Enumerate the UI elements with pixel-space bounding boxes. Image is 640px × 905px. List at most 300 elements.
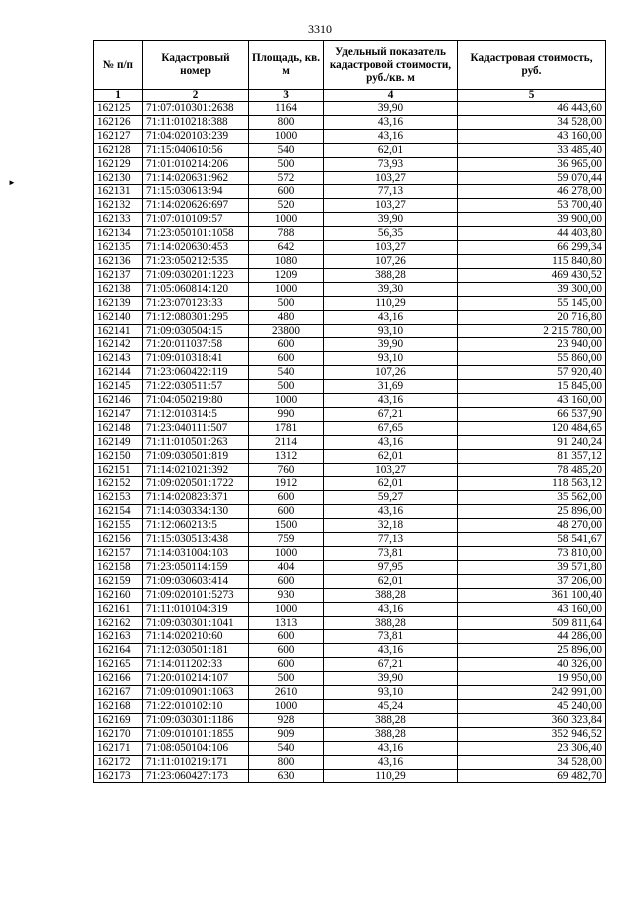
table-row — [94, 505, 606, 519]
unit-value: 110,29 — [324, 769, 458, 783]
area-value: 1000 — [249, 282, 324, 296]
area-value: 600 — [249, 630, 324, 644]
area-value: 600 — [249, 505, 324, 519]
table-row — [94, 143, 606, 157]
unit-value: 388,28 — [324, 588, 458, 602]
cadastral-number: 71:22:030511:57 — [143, 380, 249, 394]
unit-value: 43,16 — [324, 741, 458, 755]
unit-value: 39,90 — [324, 102, 458, 116]
cadastral-number: 71:11:010219:171 — [143, 755, 249, 769]
area-value: 1000 — [249, 602, 324, 616]
area-value: 642 — [249, 241, 324, 255]
cadastral-number: 71:15:040610:56 — [143, 143, 249, 157]
area-value: 600 — [249, 352, 324, 366]
header-index: № п/п — [94, 41, 143, 90]
table-row — [94, 658, 606, 672]
area-value: 800 — [249, 755, 324, 769]
cadastral-cost: 73 810,00 — [458, 547, 606, 561]
unit-value: 62,01 — [324, 477, 458, 491]
table-row — [94, 519, 606, 533]
cadastral-cost: 43 160,00 — [458, 129, 606, 143]
column-number: 2 — [143, 90, 249, 102]
cadastral-number: 71:14:020626:697 — [143, 199, 249, 213]
cadastral-number: 71:14:021021:392 — [143, 463, 249, 477]
cadastral-number: 71:08:050104:106 — [143, 741, 249, 755]
cadastral-number: 71:07:010301:2638 — [143, 102, 249, 116]
table-row — [94, 491, 606, 505]
table-row — [94, 171, 606, 185]
table-row — [94, 435, 606, 449]
area-value: 540 — [249, 366, 324, 380]
area-value: 909 — [249, 727, 324, 741]
cadastral-number: 71:12:030501:181 — [143, 644, 249, 658]
cadastral-cost: 69 482,70 — [458, 769, 606, 783]
cadastral-cost: 66 537,90 — [458, 407, 606, 421]
cadastral-number: 71:20:010214:107 — [143, 672, 249, 686]
unit-value: 39,30 — [324, 282, 458, 296]
cadastral-number: 71:14:020631:962 — [143, 171, 249, 185]
page-number: 3310 — [308, 22, 332, 36]
unit-value: 77,13 — [324, 185, 458, 199]
cadastral-number: 71:07:010109:57 — [143, 213, 249, 227]
row-index: 162154 — [94, 505, 143, 519]
row-index: 162143 — [94, 352, 143, 366]
cadastral-cost: 45 240,00 — [458, 699, 606, 713]
cadastral-number: 71:14:020823:371 — [143, 491, 249, 505]
unit-value: 62,01 — [324, 143, 458, 157]
table-row — [94, 755, 606, 769]
row-index: 162166 — [94, 672, 143, 686]
unit-value: 59,27 — [324, 491, 458, 505]
column-number: 4 — [324, 90, 458, 102]
cadastral-cost: 43 160,00 — [458, 602, 606, 616]
cadastral-number: 71:14:020210:60 — [143, 630, 249, 644]
table-row — [94, 574, 606, 588]
cadastral-cost: 2 215 780,00 — [458, 324, 606, 338]
cadastral-cost: 352 946,52 — [458, 727, 606, 741]
row-index: 162141 — [94, 324, 143, 338]
margin-arrow-icon: ► — [8, 178, 16, 187]
cadastral-cost: 37 206,00 — [458, 574, 606, 588]
row-index: 162150 — [94, 449, 143, 463]
row-index: 162125 — [94, 102, 143, 116]
row-index: 162169 — [94, 713, 143, 727]
row-index: 162157 — [94, 547, 143, 561]
unit-value: 56,35 — [324, 227, 458, 241]
cadastral-number: 71:23:050101:1058 — [143, 227, 249, 241]
cadastral-cost: 55 860,00 — [458, 352, 606, 366]
cadastral-cost: 55 145,00 — [458, 296, 606, 310]
area-value: 788 — [249, 227, 324, 241]
unit-value: 93,10 — [324, 324, 458, 338]
cadastral-cost: 23 306,40 — [458, 741, 606, 755]
cadastral-cost: 44 403,80 — [458, 227, 606, 241]
cadastral-number: 71:23:060422:119 — [143, 366, 249, 380]
unit-value: 103,27 — [324, 463, 458, 477]
unit-value: 43,16 — [324, 394, 458, 408]
header-cadastral-number: Кадастровый номер — [143, 41, 249, 90]
row-index: 162129 — [94, 157, 143, 171]
row-index: 162160 — [94, 588, 143, 602]
area-value: 600 — [249, 491, 324, 505]
cadastral-number: 71:23:060427:173 — [143, 769, 249, 783]
cadastral-cost: 40 326,00 — [458, 658, 606, 672]
area-value: 1000 — [249, 213, 324, 227]
table-row — [94, 421, 606, 435]
unit-value: 97,95 — [324, 560, 458, 574]
row-index: 162167 — [94, 686, 143, 700]
unit-value: 45,24 — [324, 699, 458, 713]
row-index: 162131 — [94, 185, 143, 199]
row-index: 162136 — [94, 254, 143, 268]
table-row — [94, 602, 606, 616]
cadastral-cost: 469 430,52 — [458, 268, 606, 282]
unit-value: 62,01 — [324, 574, 458, 588]
table-row — [94, 102, 606, 116]
table-row — [94, 115, 606, 129]
table-row — [94, 477, 606, 491]
area-value: 760 — [249, 463, 324, 477]
cadastral-cost: 57 920,40 — [458, 366, 606, 380]
cadastral-number: 71:23:050212:535 — [143, 254, 249, 268]
cadastral-number: 71:09:030603:414 — [143, 574, 249, 588]
table-row — [94, 338, 606, 352]
area-value: 1000 — [249, 129, 324, 143]
table-row — [94, 686, 606, 700]
area-value: 1164 — [249, 102, 324, 116]
header-unit-value: Удельный показатель кадастровой стоимости, руб./кв. м — [324, 41, 458, 90]
cadastral-cost: 25 896,00 — [458, 505, 606, 519]
unit-value: 73,93 — [324, 157, 458, 171]
row-index: 162151 — [94, 463, 143, 477]
row-index: 162138 — [94, 282, 143, 296]
row-index: 162130 — [94, 171, 143, 185]
table-body — [94, 102, 606, 783]
table-row — [94, 254, 606, 268]
area-value: 2610 — [249, 686, 324, 700]
column-number: 3 — [249, 90, 324, 102]
area-value: 500 — [249, 672, 324, 686]
table-row — [94, 157, 606, 171]
row-index: 162134 — [94, 227, 143, 241]
cadastral-table — [93, 40, 606, 783]
area-value: 480 — [249, 310, 324, 324]
area-value: 500 — [249, 157, 324, 171]
unit-value: 77,13 — [324, 533, 458, 547]
cadastral-cost: 35 562,00 — [458, 491, 606, 505]
cadastral-number: 71:14:030334:130 — [143, 505, 249, 519]
unit-value: 93,10 — [324, 352, 458, 366]
unit-value: 67,21 — [324, 407, 458, 421]
area-value: 600 — [249, 574, 324, 588]
unit-value: 39,90 — [324, 338, 458, 352]
table-row — [94, 394, 606, 408]
cadastral-cost: 59 070,44 — [458, 171, 606, 185]
table-row — [94, 449, 606, 463]
table-row — [94, 129, 606, 143]
cadastral-number: 71:09:010901:1063 — [143, 686, 249, 700]
area-value: 1312 — [249, 449, 324, 463]
unit-value: 73,81 — [324, 630, 458, 644]
row-index: 162128 — [94, 143, 143, 157]
unit-value: 43,16 — [324, 505, 458, 519]
row-index: 162132 — [94, 199, 143, 213]
cadastral-number: 71:12:010314:5 — [143, 407, 249, 421]
row-index: 162135 — [94, 241, 143, 255]
row-index: 162148 — [94, 421, 143, 435]
area-value: 404 — [249, 560, 324, 574]
cadastral-cost: 78 485,20 — [458, 463, 606, 477]
row-index: 162159 — [94, 574, 143, 588]
row-index: 162168 — [94, 699, 143, 713]
unit-value: 43,16 — [324, 129, 458, 143]
cadastral-number: 71:15:030513:438 — [143, 533, 249, 547]
cadastral-cost: 46 443,60 — [458, 102, 606, 116]
row-index: 162153 — [94, 491, 143, 505]
cadastral-number: 71:09:020501:1722 — [143, 477, 249, 491]
row-index: 162137 — [94, 268, 143, 282]
area-value: 800 — [249, 115, 324, 129]
area-value: 23800 — [249, 324, 324, 338]
table-row — [94, 366, 606, 380]
cadastral-cost: 81 357,12 — [458, 449, 606, 463]
unit-value: 39,90 — [324, 672, 458, 686]
row-index: 162163 — [94, 630, 143, 644]
cadastral-cost: 361 100,40 — [458, 588, 606, 602]
cadastral-cost: 33 485,40 — [458, 143, 606, 157]
unit-value: 388,28 — [324, 713, 458, 727]
cadastral-cost: 46 278,00 — [458, 185, 606, 199]
row-index: 162144 — [94, 366, 143, 380]
cadastral-cost: 58 541,67 — [458, 533, 606, 547]
header-row — [94, 41, 606, 90]
table-row — [94, 699, 606, 713]
row-index: 162145 — [94, 380, 143, 394]
header-area: Площадь, кв. м — [249, 41, 324, 90]
cadastral-number: 71:12:080301:295 — [143, 310, 249, 324]
table-row — [94, 296, 606, 310]
cadastral-number: 71:14:020630:453 — [143, 241, 249, 255]
cadastral-number: 71:09:030501:819 — [143, 449, 249, 463]
cadastral-number: 71:09:030504:15 — [143, 324, 249, 338]
cadastral-cost: 48 270,00 — [458, 519, 606, 533]
unit-value: 43,16 — [324, 755, 458, 769]
row-index: 162147 — [94, 407, 143, 421]
unit-value: 110,29 — [324, 296, 458, 310]
cadastral-cost: 23 940,00 — [458, 338, 606, 352]
cadastral-number: 71:09:030301:1041 — [143, 616, 249, 630]
area-value: 990 — [249, 407, 324, 421]
row-index: 162146 — [94, 394, 143, 408]
cadastral-number: 71:11:010501:263 — [143, 435, 249, 449]
unit-value: 43,16 — [324, 115, 458, 129]
area-value: 540 — [249, 143, 324, 157]
area-value: 630 — [249, 769, 324, 783]
unit-value: 388,28 — [324, 616, 458, 630]
header-cadastral-cost: Кадастровая стоимость, руб. — [458, 41, 606, 90]
table-row — [94, 672, 606, 686]
area-value: 1000 — [249, 547, 324, 561]
table-row — [94, 310, 606, 324]
unit-value: 32,18 — [324, 519, 458, 533]
cadastral-number: 71:14:031004:103 — [143, 547, 249, 561]
cadastral-number: 71:11:010104:319 — [143, 602, 249, 616]
cadastral-cost: 39 571,80 — [458, 560, 606, 574]
cadastral-cost: 36 965,00 — [458, 157, 606, 171]
cadastral-number: 71:09:010318:41 — [143, 352, 249, 366]
table-row — [94, 463, 606, 477]
cadastral-number: 71:23:040111:507 — [143, 421, 249, 435]
unit-value: 67,21 — [324, 658, 458, 672]
cadastral-cost: 115 840,80 — [458, 254, 606, 268]
table-row — [94, 727, 606, 741]
row-index: 162173 — [94, 769, 143, 783]
row-index: 162149 — [94, 435, 143, 449]
cadastral-number: 71:09:020101:5273 — [143, 588, 249, 602]
area-value: 1000 — [249, 394, 324, 408]
table-row — [94, 713, 606, 727]
cadastral-cost: 242 991,00 — [458, 686, 606, 700]
area-value: 1313 — [249, 616, 324, 630]
table-row — [94, 630, 606, 644]
row-index: 162171 — [94, 741, 143, 755]
unit-value: 39,90 — [324, 213, 458, 227]
table-row — [94, 560, 606, 574]
unit-value: 62,01 — [324, 449, 458, 463]
table-row — [94, 407, 606, 421]
area-value: 500 — [249, 296, 324, 310]
row-index: 162158 — [94, 560, 143, 574]
row-index: 162126 — [94, 115, 143, 129]
cadastral-cost: 39 900,00 — [458, 213, 606, 227]
table-row — [94, 616, 606, 630]
table-row — [94, 769, 606, 783]
cadastral-cost: 118 563,12 — [458, 477, 606, 491]
cadastral-cost: 53 700,40 — [458, 199, 606, 213]
row-index: 162133 — [94, 213, 143, 227]
table-row — [94, 185, 606, 199]
row-index: 162172 — [94, 755, 143, 769]
area-value: 600 — [249, 185, 324, 199]
table-row — [94, 324, 606, 338]
table-row — [94, 547, 606, 561]
area-value: 1912 — [249, 477, 324, 491]
unit-value: 43,16 — [324, 310, 458, 324]
area-value: 930 — [249, 588, 324, 602]
row-index: 162140 — [94, 310, 143, 324]
column-number: 5 — [458, 90, 606, 102]
cadastral-cost: 25 896,00 — [458, 644, 606, 658]
area-value: 1500 — [249, 519, 324, 533]
row-index: 162156 — [94, 533, 143, 547]
area-value: 600 — [249, 658, 324, 672]
row-index: 162164 — [94, 644, 143, 658]
table-row — [94, 241, 606, 255]
row-index: 162161 — [94, 602, 143, 616]
table-row — [94, 227, 606, 241]
row-index: 162127 — [94, 129, 143, 143]
table-row — [94, 352, 606, 366]
unit-value: 107,26 — [324, 254, 458, 268]
area-value: 600 — [249, 338, 324, 352]
unit-value: 93,10 — [324, 686, 458, 700]
column-number-row — [94, 90, 606, 102]
area-value: 500 — [249, 380, 324, 394]
cadastral-number: 71:01:010214:206 — [143, 157, 249, 171]
area-value: 1000 — [249, 699, 324, 713]
cadastral-number: 71:12:060213:5 — [143, 519, 249, 533]
cadastral-number: 71:11:010218:388 — [143, 115, 249, 129]
column-number: 1 — [94, 90, 143, 102]
cadastral-number: 71:05:060814:120 — [143, 282, 249, 296]
unit-value: 103,27 — [324, 241, 458, 255]
cadastral-number: 71:15:030613:94 — [143, 185, 249, 199]
cadastral-cost: 91 240,24 — [458, 435, 606, 449]
area-value: 2114 — [249, 435, 324, 449]
area-value: 600 — [249, 644, 324, 658]
cadastral-number: 71:04:020103:239 — [143, 129, 249, 143]
table-row — [94, 380, 606, 394]
area-value: 1781 — [249, 421, 324, 435]
cadastral-cost: 66 299,34 — [458, 241, 606, 255]
table-row — [94, 268, 606, 282]
row-index: 162152 — [94, 477, 143, 491]
cadastral-cost: 44 286,00 — [458, 630, 606, 644]
area-value: 1080 — [249, 254, 324, 268]
row-index: 162155 — [94, 519, 143, 533]
area-value: 1209 — [249, 268, 324, 282]
table-row — [94, 644, 606, 658]
unit-value: 388,28 — [324, 727, 458, 741]
area-value: 759 — [249, 533, 324, 547]
cadastral-cost: 509 811,64 — [458, 616, 606, 630]
unit-value: 43,16 — [324, 435, 458, 449]
cadastral-number: 71:09:030301:1186 — [143, 713, 249, 727]
cadastral-cost: 34 528,00 — [458, 115, 606, 129]
unit-value: 103,27 — [324, 199, 458, 213]
row-index: 162165 — [94, 658, 143, 672]
table-row — [94, 213, 606, 227]
area-value: 540 — [249, 741, 324, 755]
cadastral-number: 71:23:050114:159 — [143, 560, 249, 574]
table-row — [94, 533, 606, 547]
table-row — [94, 282, 606, 296]
table-row — [94, 741, 606, 755]
cadastral-number: 71:04:050219:80 — [143, 394, 249, 408]
cadastral-cost: 20 716,80 — [458, 310, 606, 324]
area-value: 928 — [249, 713, 324, 727]
table-row — [94, 588, 606, 602]
row-index: 162162 — [94, 616, 143, 630]
unit-value: 388,28 — [324, 268, 458, 282]
cadastral-cost: 360 323,84 — [458, 713, 606, 727]
row-index: 162139 — [94, 296, 143, 310]
unit-value: 73,81 — [324, 547, 458, 561]
area-value: 572 — [249, 171, 324, 185]
unit-value: 31,69 — [324, 380, 458, 394]
unit-value: 107,26 — [324, 366, 458, 380]
area-value: 520 — [249, 199, 324, 213]
cadastral-cost: 39 300,00 — [458, 282, 606, 296]
cadastral-number: 71:23:070123:33 — [143, 296, 249, 310]
unit-value: 103,27 — [324, 171, 458, 185]
unit-value: 43,16 — [324, 602, 458, 616]
cadastral-number: 71:14:011202:33 — [143, 658, 249, 672]
unit-value: 43,16 — [324, 644, 458, 658]
cadastral-number: 71:22:010102:10 — [143, 699, 249, 713]
unit-value: 67,65 — [324, 421, 458, 435]
cadastral-cost: 34 528,00 — [458, 755, 606, 769]
